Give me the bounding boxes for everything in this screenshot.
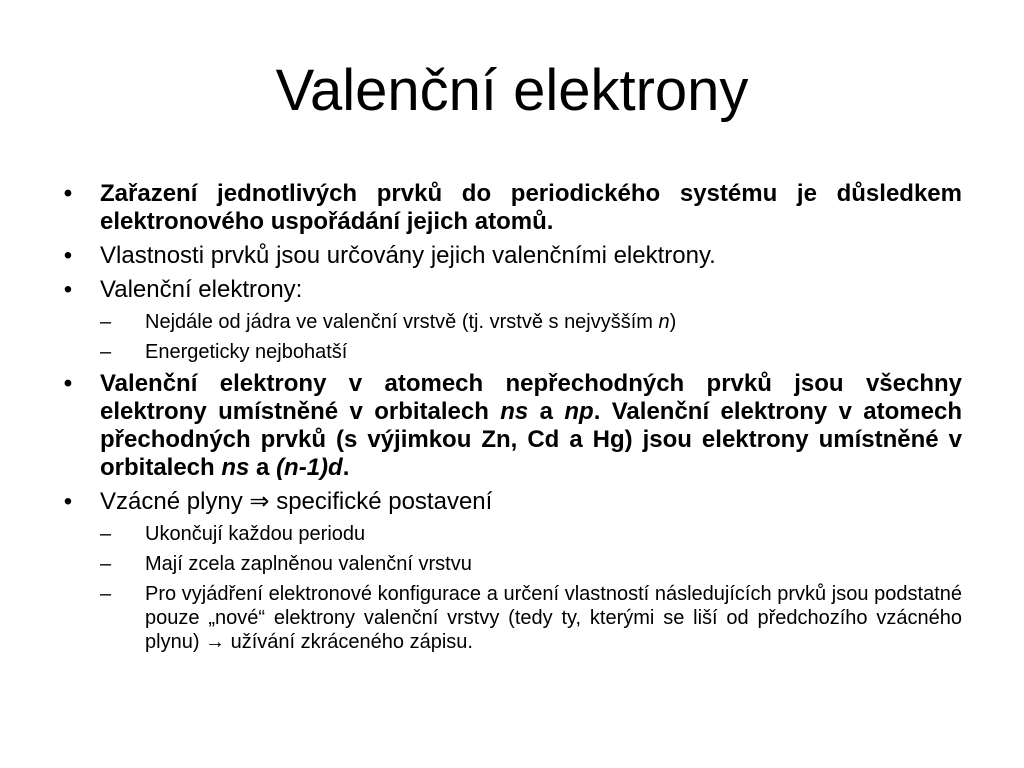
variable-n: n <box>658 311 670 333</box>
bullet-text: Zařazení jednotlivých prvků do periodického systému je důsledkem elektronového uspořádání jejich atomů. <box>100 180 962 235</box>
slide-content <box>58 180 962 660</box>
sub-bullet-item <box>100 310 962 334</box>
bullet-marker: • <box>63 242 73 269</box>
bullet-item <box>58 180 962 236</box>
orbital-n-1-d: (n-1)d <box>276 454 343 481</box>
sub-bullet-text: Mají zcela zaplněnou valenční vrstvu <box>145 553 472 575</box>
sub-bullet-item <box>100 552 962 576</box>
orbital-ns: ns <box>500 398 529 425</box>
dash-marker: – <box>100 311 112 333</box>
sub-bullet-text: Energeticky nejbohatší <box>145 341 348 363</box>
slide-title: Valenční elektrony <box>275 58 749 123</box>
dash-marker: – <box>100 523 112 545</box>
bullet-text: Valenční elektrony v atomech nepřechodných prvků jsou všechny elektrony umístněné v orbitalech <box>100 370 962 425</box>
dash-marker: – <box>100 553 112 575</box>
sub-bullet-text: Nejdále od jádra ve valenční vrstvě (tj. vrstvě s nejvyšším <box>145 311 659 333</box>
bullet-text-end: . <box>342 454 350 481</box>
bullet-marker: • <box>63 180 73 207</box>
bullet-marker: • <box>63 488 73 515</box>
bullet-item <box>58 488 962 516</box>
dash-marker: – <box>100 583 112 605</box>
sub-bullet-item <box>100 582 962 654</box>
sub-bullet-item <box>100 522 962 546</box>
bullet-text: Vzácné plyny ⇒ specifické postavení <box>100 488 493 515</box>
sub-bullet-text: Pro vyjádření elektronové konfigurace a určení vlastností následujících prvků jsou podstatné pouze „nové“ elektrony valenční vrstvy (tedy ty, kterými se liší od předchozího vzácného plynu) → užívání zkráceného zápisu. <box>145 583 962 653</box>
orbital-ns: ns <box>221 454 250 481</box>
bullet-marker: • <box>63 276 73 303</box>
dash-marker: – <box>100 341 112 363</box>
bullet-marker: • <box>63 370 73 397</box>
bullet-text: Vlastnosti prvků jsou určovány jejich valenčními elektrony. <box>100 242 716 269</box>
conjunction: a <box>249 454 277 481</box>
bullet-text-continued: . Valenční elektrony v atomech přechodných prvků (s výjimkou Zn, Cd a Hg) jsou elektrony umístněné v orbitalech <box>100 398 962 481</box>
bullet-item <box>58 370 962 482</box>
bullet-item <box>58 242 962 270</box>
bullet-item <box>58 276 962 304</box>
sub-bullet-item <box>100 340 962 364</box>
orbital-np: np <box>564 398 594 425</box>
sub-bullet-text-end: ) <box>669 311 677 333</box>
conjunction: a <box>528 398 565 425</box>
bullet-text: Valenční elektrony: <box>100 276 303 303</box>
sub-bullet-text: Ukončují každou periodu <box>145 523 366 545</box>
